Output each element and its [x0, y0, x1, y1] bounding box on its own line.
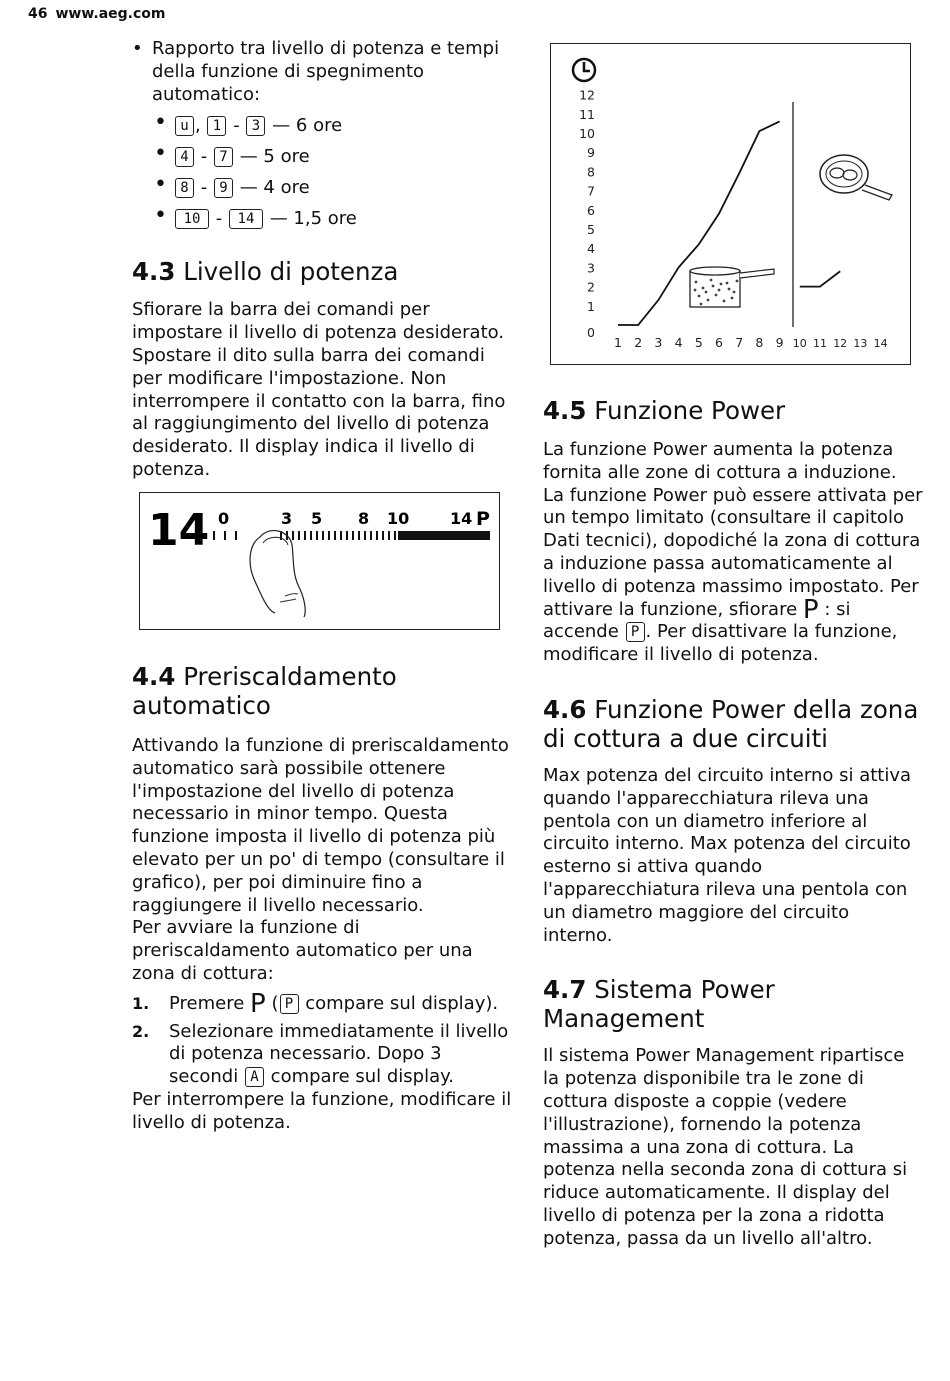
y-tick-label: 10 — [579, 126, 595, 141]
x-tick-label: 14 — [873, 337, 888, 350]
step-text: compare sul display. — [270, 1066, 454, 1088]
x-tick-label: 10 — [792, 337, 807, 350]
y-tick-label: 0 — [587, 325, 595, 340]
y-tick-label: 5 — [587, 222, 595, 237]
bubble-dot — [723, 300, 726, 303]
section-title: Preriscaldamento automatico — [132, 662, 397, 720]
level-key: 8 — [175, 178, 194, 198]
section-number: 4.3 — [132, 257, 176, 287]
section-4-4-body — [132, 735, 512, 1135]
display-key: A — [245, 1067, 264, 1087]
bubble-dot — [705, 291, 708, 294]
x-tick-label: 6 — [715, 335, 723, 350]
level-key: 4 — [175, 147, 194, 167]
y-tick-label: 6 — [587, 202, 595, 218]
page-header — [28, 6, 166, 22]
y-tick-label: 3 — [587, 260, 595, 276]
bubble-dot — [712, 285, 715, 288]
bubble-dot — [728, 288, 731, 291]
x-tick-label: 3 — [654, 335, 663, 350]
x-tick-label: 7 — [735, 335, 744, 350]
bubble-dot — [710, 279, 713, 282]
fingernail — [263, 537, 288, 545]
display-digits: 14 — [148, 505, 210, 556]
finger-crease — [280, 594, 298, 602]
slider-label: 8 — [358, 509, 370, 528]
timer-item — [132, 146, 512, 168]
level-key: 10 — [175, 209, 209, 229]
slider-fill — [398, 531, 490, 540]
bubble-dot — [707, 299, 710, 302]
y-tick-label: 12 — [579, 87, 595, 103]
section-title: Sistema Power Management — [543, 975, 775, 1034]
left-column — [132, 38, 512, 1133]
y-tick-label: 11 — [579, 106, 595, 122]
section-number: 4.7 — [543, 975, 587, 1005]
section-heading-4-6 — [543, 695, 923, 753]
frying-pan-icon — [820, 155, 892, 200]
timer-text: — 6 ore — [272, 115, 343, 137]
step-item — [132, 1021, 512, 1089]
step-number: 1. — [132, 993, 150, 1013]
chart-svg — [551, 44, 910, 364]
step-number: 2. — [132, 1021, 150, 1041]
level-key: 14 — [229, 209, 263, 229]
paragraph: Per avviare la funzione di preriscaldamento automatico per una zona di cottura: — [132, 917, 473, 984]
level-key: u — [175, 116, 194, 136]
step-item — [132, 988, 512, 1019]
x-tick-label: 13 — [853, 337, 868, 350]
bubble-dot — [736, 280, 739, 283]
level-key: 3 — [246, 116, 265, 136]
bubble-dot — [700, 303, 703, 306]
y-tick-label: 8 — [587, 164, 595, 180]
step-text: Premere — [169, 992, 245, 1014]
timer-text: — 5 ore — [239, 146, 310, 168]
paragraph — [543, 439, 923, 667]
dash: - — [200, 177, 208, 199]
section-title: Funzione Power della zona di cottura a due circuiti — [543, 694, 919, 753]
x-tick-label: 4 — [674, 335, 683, 350]
section-heading-4-7 — [543, 975, 923, 1033]
heatup-chart — [550, 43, 911, 365]
bubble-dot — [720, 283, 723, 286]
paragraph: Sfiorare la barra dei comandi per impostare il livello di potenza desiderato. Spostare il dito sulla barra dei comandi per modificare l'impostazione. Non interrompere il contatto con la barra, fino al raggiungimento del livello di potenza desiderato. Il display indica il livello di potenza. — [132, 299, 506, 480]
slider-label: 0 — [218, 509, 230, 528]
section-heading-4-3 — [132, 257, 512, 286]
bubble-dot — [702, 287, 705, 290]
level-key: 1 — [207, 116, 226, 136]
series-line-2 — [800, 271, 840, 286]
step-text: Selezionare immediatamente il livello di potenza necessario. Dopo 3 secondi — [169, 1020, 509, 1088]
section-number: 4.6 — [543, 694, 587, 724]
paragraph: Max potenza del circuito interno si attiva quando l'apparecchiatura rileva una pentola con un diametro inferiore al circuito interno. Max potenza del circuito esterno si attiva quando l'apparecchiatura rileva una pentola con un diametro maggiore del circuito interno. — [543, 764, 912, 946]
bubble-dot — [695, 281, 698, 284]
display-key: P — [626, 622, 645, 642]
x-tick-label: 1 — [614, 335, 622, 350]
intro-bullet — [132, 38, 512, 106]
timer-text: — 1,5 ore — [269, 208, 357, 230]
bubble-dot — [731, 297, 734, 300]
paragraph-text: La funzione Power aumenta la potenza fornita alle zone di cottura a induzione. La funzione Power può essere attivata per un tempo limitato (consultare il capitolo Dati tecnici), dopodiché la zona di cottura a induzione passa automaticamente al livello di potenza massimo impostato. Per attivare la funzione, sfiorare — [543, 439, 923, 620]
slider-illustration — [140, 493, 499, 629]
bubble-dot — [698, 295, 701, 298]
slider-label: 5 — [311, 509, 323, 528]
x-tick-label: 5 — [694, 335, 703, 350]
paragraph: Per interrompere la funzione, modificare il livello di potenza. — [132, 1088, 512, 1133]
bubble-dot — [694, 289, 697, 292]
y-tick-label: 9 — [587, 145, 595, 161]
page-number: 46 — [28, 6, 48, 22]
level-key: 9 — [214, 178, 233, 198]
section-number: 4.4 — [132, 662, 176, 691]
y-tick-label: 4 — [587, 241, 595, 257]
slider-figure — [139, 492, 500, 630]
timer-item — [132, 115, 512, 137]
step-text: ( — [271, 992, 279, 1014]
bubble-dot — [726, 282, 729, 285]
dash: - — [215, 208, 223, 230]
section-title: Funzione Power — [594, 396, 786, 425]
clock-icon — [573, 59, 595, 81]
section-heading-4-4 — [132, 662, 512, 720]
pot-icon — [690, 267, 774, 307]
x-tick-label: 8 — [755, 335, 764, 350]
timer-text: — 4 ore — [239, 177, 310, 199]
bubble-dot — [733, 291, 736, 294]
section-number: 4.5 — [543, 396, 587, 425]
paragraph-text: . Per disattivare la funzione, modificare il livello di potenza. — [543, 621, 898, 666]
x-tick-label: 9 — [775, 335, 784, 350]
level-key: 7 — [214, 147, 233, 167]
power-key-symbol: P — [802, 594, 819, 625]
section-heading-4-5 — [543, 396, 923, 425]
paragraph: Attivando la funzione di preriscaldamento automatico sarà possibile ottenere l'impostazione del livello di potenza necessario in minor tempo. Questa funzione imposta il livello di potenza più elevato per un po' di tempo (consultare il grafico), per poi diminuire fino a raggiungere il livello necessario. — [132, 735, 509, 916]
step-text: compare sul display). — [305, 992, 499, 1014]
section-title: Livello di potenza — [183, 257, 399, 287]
slider-label: 3 — [281, 509, 293, 528]
paragraph-text: : si accende — [543, 598, 851, 643]
bubble-dot — [718, 289, 721, 292]
y-tick-label: 2 — [587, 279, 595, 295]
finger-icon — [250, 531, 305, 617]
slider-label: 14 — [450, 509, 473, 528]
x-tick-label: 2 — [634, 335, 643, 350]
dash: - — [233, 115, 240, 137]
slider-label: P — [476, 508, 490, 530]
y-tick-label: 1 — [587, 298, 595, 314]
bubble-dot — [715, 294, 718, 297]
y-tick-label: 7 — [587, 183, 595, 199]
separator: , — [195, 115, 201, 137]
dash: - — [200, 146, 208, 168]
timer-item — [132, 177, 512, 199]
x-tick-label: 12 — [833, 337, 848, 350]
paragraph: Il sistema Power Management ripartisce la potenza disponibile tra le zone di cottura disposte a coppie (vedere l'illustrazione), fornendo la potenza massima a una zona di cottura. La potenza nella seconda zona di cottura si riduce automaticamente. Il display del livello di potenza per la zona a ridotta potenza, passa da un livello all'altro. — [543, 1045, 908, 1249]
slider-label: 10 — [387, 509, 410, 528]
site-url[interactable]: www.aeg.com — [55, 6, 166, 22]
power-key-symbol: P — [250, 988, 266, 1019]
timer-item — [132, 208, 512, 230]
display-key: P — [280, 994, 299, 1014]
right-column — [543, 396, 923, 1251]
intro-bullet-text: Rapporto tra livello di potenza e tempi della funzione di spegnimento automatico: — [152, 38, 500, 105]
slider-ticks — [214, 531, 395, 540]
x-tick-label: 11 — [813, 337, 827, 350]
